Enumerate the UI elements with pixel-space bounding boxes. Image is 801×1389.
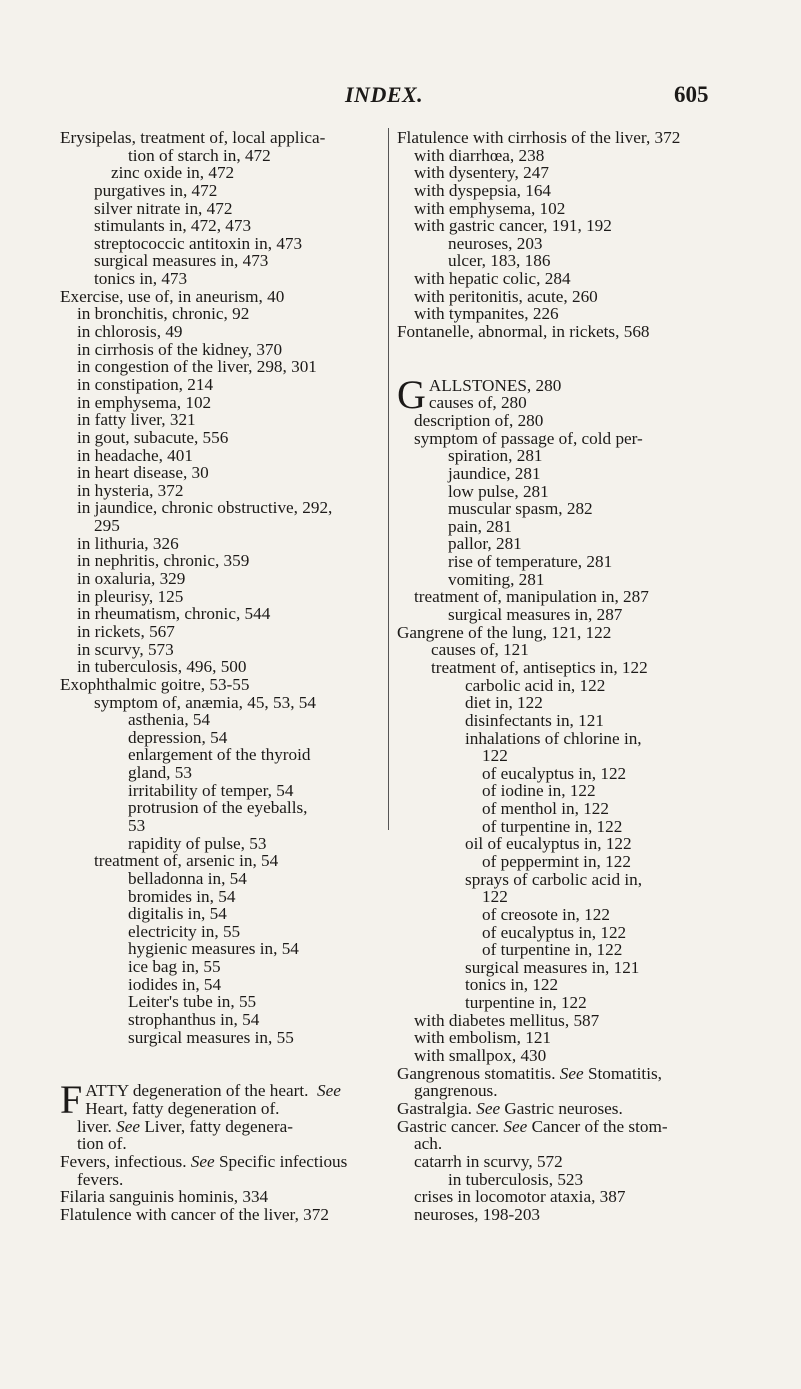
index-entry-line: in rickets, 567 [77, 621, 175, 641]
index-entry-line: tion of starch in, 472 [128, 145, 271, 165]
index-entry-line: in constipation, 214 [77, 374, 214, 394]
index-entry-line: in fatty liver, 321 [77, 410, 196, 430]
drop-cap-f: F [60, 1082, 83, 1118]
index-entry-line: with embolism, 121 [414, 1028, 552, 1048]
index-entry-line: in hysteria, 372 [77, 480, 184, 500]
index-entry-line: surgical measures in, 55 [128, 1027, 294, 1047]
index-entry-line: with smallpox, 430 [414, 1046, 547, 1066]
index-entry-line: of turpentine in, 122 [482, 816, 623, 836]
index-entries-f [60, 1118, 380, 1224]
index-entry-line: rise of temperature, 281 [448, 552, 613, 572]
index-entry-line: purgatives in, 472 [94, 180, 218, 200]
index-entry-line: silver nitrate in, 472 [94, 198, 233, 218]
index-entry-line: 122 [482, 887, 508, 907]
index-entry-line: pain, 281 [448, 516, 512, 536]
running-title: INDEX. [345, 82, 424, 107]
index-entry-line: Filaria sanguinis hominis, 334 [60, 1187, 269, 1207]
index-entry-line: in tuberculosis, 523 [448, 1169, 584, 1189]
index-entry-line: with dyspepsia, 164 [414, 180, 552, 200]
index-entry-line: pallor, 281 [448, 534, 522, 554]
index-entry-line: ice bag in, 55 [128, 957, 221, 977]
index-entry-fatty [60, 1082, 380, 1117]
index-entry-line: in pleurisy, 125 [77, 586, 184, 606]
index-entry-line: Fontanelle, abnormal, in rickets, 568 [397, 322, 650, 342]
page-header [0, 82, 801, 112]
index-entry-line: in emphysema, 102 [77, 392, 212, 412]
index-entry-line: catarrh in scurvy, 572 [414, 1151, 563, 1171]
index-entry-line: sprays of carbolic acid in, [465, 869, 643, 889]
index-entry-line: Leiter's tube in, 55 [128, 992, 257, 1012]
index-entries-g-crossrefs [397, 1065, 742, 1224]
index-entry-line: stimulants in, 472, 473 [94, 216, 252, 236]
index-entry-line: bromides in, 54 [128, 886, 236, 906]
index-entry-line: 53 [128, 815, 146, 835]
column-divider [388, 128, 389, 830]
index-entry-line: with emphysema, 102 [414, 198, 566, 218]
section-gap [397, 341, 742, 377]
index-entry-line: with dysentery, 247 [414, 163, 549, 183]
index-entry-line: in cirrhosis of the kidney, 370 [77, 339, 283, 359]
index-entry-line: causes of, 121 [431, 640, 529, 660]
index-entry-line: in oxaluria, 329 [77, 569, 186, 589]
index-entry-line: jaundice, 281 [448, 463, 541, 483]
index-entry-line: symptom of passage of, cold per- [414, 428, 643, 448]
index-entry-line: protrusion of the eyeballs, [128, 798, 308, 818]
index-entry-line: surgical measures in, 287 [448, 605, 623, 625]
index-entry-line: zinc oxide in, 472 [111, 163, 235, 183]
index-entry-line: diet in, 122 [465, 693, 543, 713]
index-entry-line: treatment of, manipulation in, 287 [414, 587, 649, 607]
index-entry-line: of iodine in, 122 [482, 781, 596, 801]
index-entry-line: Exophthalmic goitre, 53-55 [60, 674, 250, 694]
index-entry-line: ATTY degeneration of the heart. See [85, 1082, 341, 1101]
index-entry-line: liver. See Liver, fatty degenera- [77, 1116, 293, 1136]
index-entry-line: Fevers, infectious. See Specific infectious [60, 1151, 348, 1171]
index-entry-line: enlargement of the thyroid [128, 745, 311, 765]
index-entry-line: surgical measures in, 473 [94, 251, 269, 271]
index-entry-line: with diabetes mellitus, 587 [414, 1010, 600, 1030]
index-entry-line: description of, 280 [414, 410, 544, 430]
index-entry-line: ulcer, 183, 186 [448, 251, 551, 271]
index-entry-line: Gangrene of the lung, 121, 122 [397, 622, 612, 642]
index-entry-line: Erysipelas, treatment of, local applica- [60, 128, 326, 147]
index-entry-line: in chlorosis, 49 [77, 322, 183, 342]
index-entry-line: muscular spasm, 282 [448, 499, 593, 519]
index-entry-line: surgical measures in, 121 [465, 957, 640, 977]
index-entry-line: electricity in, 55 [128, 921, 241, 941]
index-entry-line: Gastric cancer. See Cancer of the stom- [397, 1116, 668, 1136]
index-entry-line: tonics in, 473 [94, 269, 188, 289]
index-entry-line: tion of. [77, 1134, 127, 1154]
index-entry-line: low pulse, 281 [448, 481, 549, 501]
index-entry-line: turpentine in, 122 [465, 993, 587, 1013]
index-entry-line: fevers. [77, 1169, 124, 1189]
index-entry-line: of menthol in, 122 [482, 799, 609, 819]
index-entry-line: in rheumatism, chronic, 544 [77, 604, 271, 624]
page-number: 605 [674, 82, 709, 107]
index-entry-line: in gout, subacute, 556 [77, 427, 229, 447]
index-entry-line: streptococcic antitoxin in, 473 [94, 233, 303, 253]
index-entry-line: in headache, 401 [77, 445, 193, 465]
index-entry-line: in nephritis, chronic, 359 [77, 551, 250, 571]
index-entry-line: carbolic acid in, 122 [465, 675, 606, 695]
index-entry-line: of peppermint in, 122 [482, 851, 631, 871]
index-entry-line: in jaundice, chronic obstructive, 292, [77, 498, 333, 518]
index-entry-line: asthenia, 54 [128, 710, 211, 730]
index-entry-line: symptom of, anæmia, 45, 53, 54 [94, 692, 316, 712]
index-entry-line: of eucalyptus in, 122 [482, 922, 627, 942]
index-entry-line: Heart, fatty degeneration of. [85, 1098, 280, 1118]
index-entry-line: Gangrenous stomatitis. See Stomatitis, [397, 1063, 662, 1083]
index-entry-line: in heart disease, 30 [77, 463, 209, 483]
index-entry-line: in congestion of the liver, 298, 301 [77, 357, 317, 377]
index-entry-line: in lithuria, 326 [77, 533, 179, 553]
right-column [397, 129, 742, 1223]
index-entry-line: with peritonitis, acute, 260 [414, 286, 598, 306]
index-entry-gallstones [397, 377, 742, 412]
index-entry-line: iodides in, 54 [128, 974, 222, 994]
index-entry-line: gland, 53 [128, 763, 192, 783]
index-entry-line: vomiting, 281 [448, 569, 545, 589]
index-entry-line: crises in locomotor ataxia, 387 [414, 1187, 626, 1207]
index-entries-e [60, 129, 380, 1046]
index-entry-line: in scurvy, 573 [77, 639, 174, 659]
index-entry-line: belladonna in, 54 [128, 868, 247, 888]
index-entry-line: Flatulence with cancer of the liver, 372 [60, 1204, 329, 1224]
index-entry-line: 122 [482, 746, 508, 766]
index-entry-line: digitalis in, 54 [128, 904, 227, 924]
index-entry-line: with tympanites, 226 [414, 304, 559, 324]
index-entry-line: strophanthus in, 54 [128, 1010, 260, 1030]
index-entry-line: treatment of, arsenic in, 54 [94, 851, 279, 871]
index-entry-line: disinfectants in, 121 [465, 710, 604, 730]
index-entry-line: ALLSTONES, 280 [428, 376, 562, 395]
index-entry-line: neuroses, 203 [448, 233, 543, 253]
index-entry-line: with hepatic colic, 284 [414, 269, 571, 289]
index-entry-line: treatment of, antiseptics in, 122 [431, 657, 648, 677]
index-entry-line: of turpentine in, 122 [482, 940, 623, 960]
index-entry-line: inhalations of chlorine in, [465, 728, 642, 748]
index-entry-line: with diarrhœa, 238 [414, 145, 545, 165]
index-entry-line: gangrenous. [414, 1081, 498, 1101]
index-entry-line: of creosote in, 122 [482, 904, 610, 924]
index-entries-f-continued [397, 129, 742, 341]
index-entry-line: in bronchitis, chronic, 92 [77, 304, 250, 324]
index-entries-g [397, 412, 742, 1065]
index-entry-line: oil of eucalyptus in, 122 [465, 834, 632, 854]
index-entry-line: ach. [414, 1134, 443, 1154]
index-entry-line: depression, 54 [128, 727, 228, 747]
index-entry-line: Gastralgia. See Gastric neuroses. [397, 1098, 623, 1118]
index-entry-line: tonics in, 122 [465, 975, 559, 995]
index-entry-line: hygienic measures in, 54 [128, 939, 299, 959]
index-entry-line: with gastric cancer, 191, 192 [414, 216, 612, 236]
index-entry-line: irritability of temper, 54 [128, 780, 294, 800]
index-entry-line: Exercise, use of, in aneurism, 40 [60, 286, 285, 306]
left-column [60, 129, 380, 1223]
index-entry-line: of eucalyptus in, 122 [482, 763, 627, 783]
index-entry-line: spiration, 281 [448, 446, 543, 466]
index-entry-line: in tuberculosis, 496, 500 [77, 657, 247, 677]
drop-cap-g: G [397, 376, 426, 412]
index-entry-line: rapidity of pulse, 53 [128, 833, 267, 853]
index-entry-line: neuroses, 198-203 [414, 1204, 541, 1224]
index-entry-line: 295 [94, 516, 120, 536]
index-entry-line: causes of, 280 [428, 393, 527, 412]
section-gap [60, 1046, 380, 1082]
index-entry-line: Flatulence with cirrhosis of the liver, 372 [397, 128, 681, 147]
